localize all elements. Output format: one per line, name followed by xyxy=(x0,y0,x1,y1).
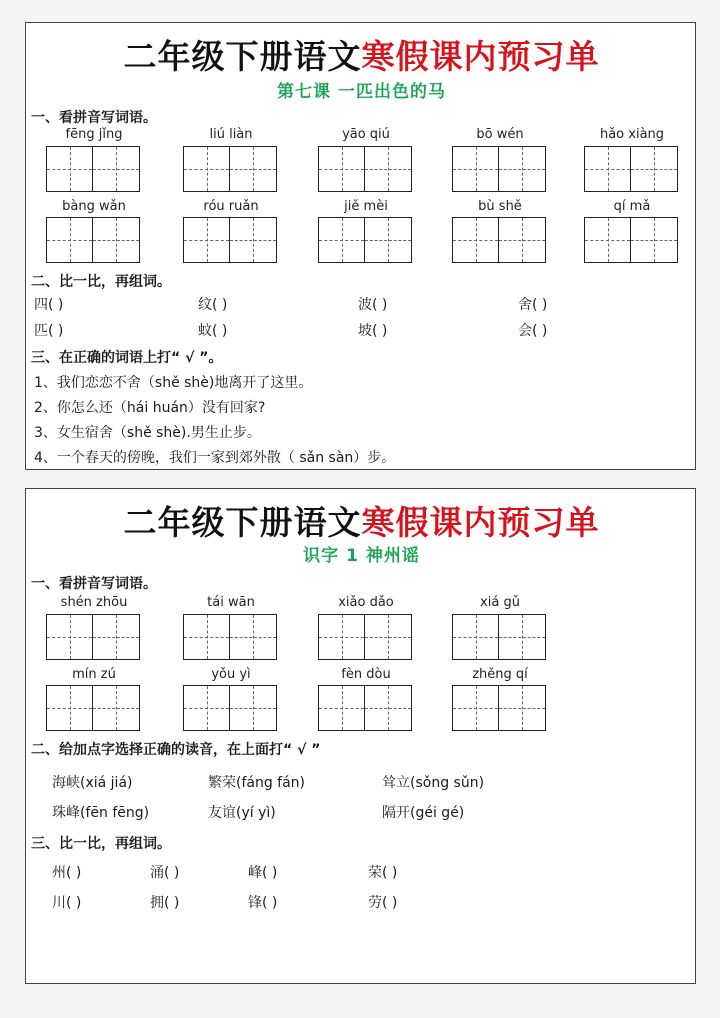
compare-item[interactable]: 锋( ) xyxy=(248,895,278,911)
character-writing-box[interactable] xyxy=(452,217,546,263)
worksheet-title xyxy=(26,497,697,544)
pinyin-label: bù shě xyxy=(478,199,522,214)
title-grade: 二年级下册语文 xyxy=(123,37,362,76)
pinyin-label: zhěng qí xyxy=(472,667,528,682)
character-writing-box[interactable] xyxy=(318,217,412,263)
sentence-item[interactable]: 2、你怎么还（hái huán）没有回家? xyxy=(34,400,266,416)
compare-item[interactable]: 川( ) xyxy=(52,895,82,911)
pinyin-label: xiǎo dǎo xyxy=(338,595,394,610)
compare-item[interactable]: 波( ) xyxy=(358,297,388,313)
pinyin-label: jiě mèi xyxy=(344,199,388,214)
section-heading-compare: 三、比一比，再组词。 xyxy=(31,836,171,852)
compare-item[interactable]: 涌( ) xyxy=(150,865,180,881)
worksheet-title xyxy=(26,31,697,78)
character-writing-box[interactable] xyxy=(452,614,546,660)
pinyin-label: hǎo xiàng xyxy=(599,127,665,142)
title-grade: 二年级下册语文 xyxy=(123,503,362,542)
sentence-item[interactable]: 3、女生宿舍（shě shè).男生止步。 xyxy=(34,425,261,441)
compare-item[interactable]: 峰( ) xyxy=(248,865,278,881)
section-heading-compare: 二、比一比，再组词。 xyxy=(31,274,171,290)
character-writing-box[interactable] xyxy=(318,146,412,192)
reading-choice[interactable]: 海峡(xiá jiá) xyxy=(52,775,133,791)
title-preview: 寒假课内预习单 xyxy=(361,37,600,76)
compare-item[interactable]: 坡( ) xyxy=(358,323,388,339)
character-writing-box[interactable] xyxy=(183,217,277,263)
compare-item[interactable]: 四( ) xyxy=(34,297,64,313)
character-writing-box[interactable] xyxy=(183,685,277,731)
worksheet-card-2 xyxy=(25,488,696,984)
pinyin-label: bō wén xyxy=(476,127,524,142)
lesson-subtitle: 识字 1 神州谣 xyxy=(303,546,420,566)
character-writing-box[interactable] xyxy=(46,146,140,192)
pinyin-label: bàng wǎn xyxy=(62,199,126,214)
pinyin-label: shén zhōu xyxy=(60,595,128,610)
pinyin-label: fēng jǐng xyxy=(65,127,123,142)
pinyin-label: yāo qiú xyxy=(342,127,390,142)
section-heading-pinyin: 一、看拼音写词语。 xyxy=(31,110,157,126)
pinyin-label: yǒu yì xyxy=(211,667,251,682)
worksheet-card-1 xyxy=(25,22,696,470)
sentence-item[interactable]: 4、一个春天的傍晚，我们一家到郊外散（ sǎn sàn）步。 xyxy=(34,450,396,466)
reading-choice[interactable]: 耸立(sǒng sǔn) xyxy=(382,775,485,791)
pinyin-label: xiá gǔ xyxy=(480,595,520,610)
compare-item[interactable]: 纹( ) xyxy=(198,297,228,313)
title-preview: 寒假课内预习单 xyxy=(361,503,600,542)
compare-item[interactable]: 州( ) xyxy=(52,865,82,881)
pinyin-label: fèn dòu xyxy=(341,667,391,682)
compare-item[interactable]: 荣( ) xyxy=(368,865,398,881)
character-writing-box[interactable] xyxy=(46,685,140,731)
pinyin-label: liú liàn xyxy=(209,127,253,142)
character-writing-box[interactable] xyxy=(318,685,412,731)
section-heading-reading: 二、给加点字选择正确的读音，在上面打“ √ ” xyxy=(31,742,321,758)
reading-choice[interactable]: 友谊(yí yì) xyxy=(208,805,276,821)
character-writing-box[interactable] xyxy=(183,614,277,660)
compare-item[interactable]: 劳( ) xyxy=(368,895,398,911)
section-heading-pinyin: 一、看拼音写词语。 xyxy=(31,576,157,592)
character-writing-box[interactable] xyxy=(452,685,546,731)
reading-choice[interactable]: 繁荣(fáng fán) xyxy=(208,775,306,791)
character-writing-box[interactable] xyxy=(584,217,678,263)
character-writing-box[interactable] xyxy=(318,614,412,660)
pinyin-label: róu ruǎn xyxy=(203,199,259,214)
compare-item[interactable]: 蚊( ) xyxy=(198,323,228,339)
character-writing-box[interactable] xyxy=(584,146,678,192)
reading-choice[interactable]: 隔开(géi gé) xyxy=(382,805,465,821)
character-writing-box[interactable] xyxy=(452,146,546,192)
sentence-item[interactable]: 1、我们恋恋不舍（shě shè)地离开了这里。 xyxy=(34,375,313,391)
pinyin-label: tái wān xyxy=(207,595,255,610)
section-heading-check: 三、在正确的词语上打“ √ ”。 xyxy=(31,350,223,366)
compare-item[interactable]: 会( ) xyxy=(518,323,548,339)
lesson-subtitle: 第七课 一匹出色的马 xyxy=(277,82,446,102)
character-writing-box[interactable] xyxy=(46,217,140,263)
pinyin-label: qí mǎ xyxy=(613,199,651,214)
pinyin-label: mín zú xyxy=(72,667,116,682)
character-writing-box[interactable] xyxy=(46,614,140,660)
reading-choice[interactable]: 珠峰(fēn fēng) xyxy=(52,805,150,821)
character-writing-box[interactable] xyxy=(183,146,277,192)
compare-item[interactable]: 舍( ) xyxy=(518,297,548,313)
compare-item[interactable]: 匹( ) xyxy=(34,323,64,339)
compare-item[interactable]: 拥( ) xyxy=(150,895,180,911)
